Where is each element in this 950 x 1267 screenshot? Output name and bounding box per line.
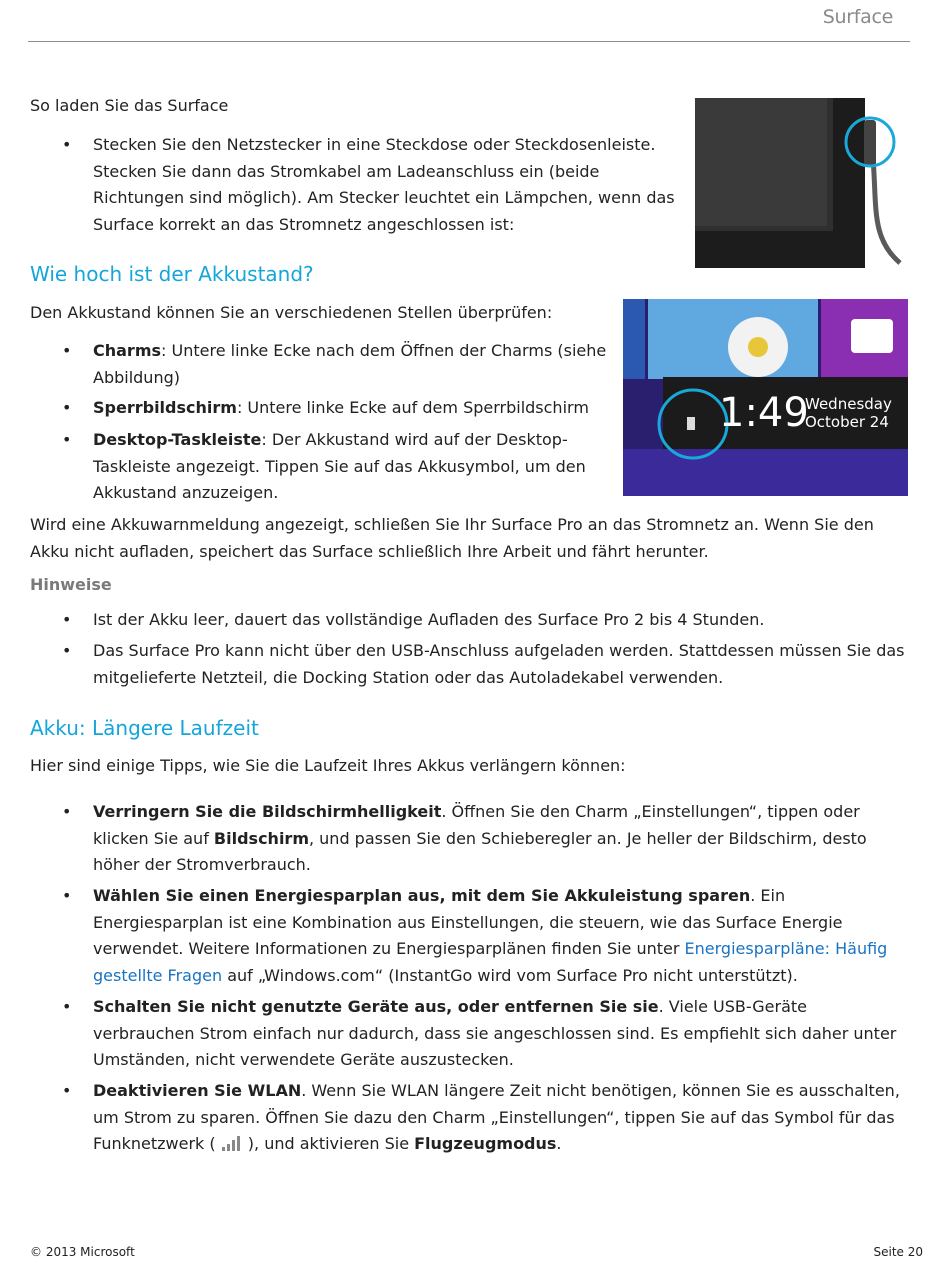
- tip-bold: Wählen Sie einen Energiesparplan aus, mit dem Sie Akkuleistung sparen: [93, 886, 751, 905]
- item-text: : Untere linke Ecke nach dem Öffnen der Charms (siehe Abbildung): [93, 341, 607, 387]
- heading-battery-runtime: Akku: Längere Laufzeit: [30, 716, 259, 740]
- bullet-dot: •: [62, 1081, 72, 1100]
- tip-text: . Viele USB-Geräte verbrauchen Strom einfach nur dadurch, dass sie angeschlossen sind. Es empfiehlt sich daher unter Umständen, nicht verwendete Geräte auszustecken.: [93, 997, 897, 1069]
- note-item: Ist der Akku leer, dauert das vollständige Aufladen des Surface Pro 2 bis 4 Stunden.: [93, 610, 765, 629]
- bullet-dot: •: [62, 886, 72, 905]
- tip-item: [93, 1078, 913, 1158]
- bullet-dot: •: [62, 135, 72, 154]
- charge-bullet-text: Stecken Sie den Netzstecker in eine Steckdose oder Steckdosenleiste. Stecken Sie dann das Stromkabel am Ladeanschluss ein (beide Richtungen sind möglich). Am Stecker leuchtet ein Lämpchen, wenn das Surface korrekt an das Stromnetz angeschlossen ist:: [93, 135, 675, 234]
- runtime-intro: Hier sind einige Tipps, wie Sie die Laufzeit Ihres Akkus verlängern können:: [30, 756, 626, 775]
- header-brand: Surface: [822, 6, 893, 28]
- charger-photo: [695, 98, 907, 268]
- bullet-dot: •: [62, 610, 72, 629]
- tip-item: [93, 799, 913, 879]
- list-item: [93, 338, 613, 391]
- footer-copyright: © 2013 Microsoft: [30, 1245, 135, 1259]
- notes-title: Hinweise: [30, 575, 112, 594]
- battery-level-intro: Den Akkustand können Sie an verschiedenen Stellen überprüfen:: [30, 303, 553, 322]
- bullet-dot: •: [62, 430, 72, 449]
- lockscreen-photo: [623, 299, 908, 496]
- item-text: : Untere linke Ecke auf dem Sperrbildschirm: [236, 398, 589, 417]
- item-text: : Der Akkustand wird auf der Desktop-Taskleiste angezeigt. Tippen Sie auf das Akkusymbol, um den Akkustand anzuzeigen.: [93, 430, 586, 502]
- tip-text: . Wenn Sie WLAN längere Zeit nicht benötigen, können Sie es ausschalten, um Strom zu sparen. Öffnen Sie dazu den Charm „Einstellungen“, tippen Sie auf das Symbol für das Funknetzwerk (: [93, 1081, 900, 1153]
- bullet-dot: •: [62, 997, 72, 1016]
- bullet-dot: •: [62, 341, 72, 360]
- battery-warning: Wird eine Akkuwarnmeldung angezeigt, schließen Sie Ihr Surface Pro an das Stromnetz an. Wenn Sie den Akku nicht aufladen, speichert das Surface schließlich Ihre Arbeit und fährt herunter.: [30, 515, 874, 561]
- lock-date: October 24: [805, 413, 889, 431]
- lock-time: 1:49: [719, 390, 809, 436]
- footer-page-number: Seite 20: [873, 1245, 923, 1259]
- bullet-dot: •: [62, 398, 72, 417]
- lock-day: Wednesday: [805, 395, 892, 413]
- heading-battery-level: Wie hoch ist der Akkustand?: [30, 262, 314, 286]
- tip-item: [93, 883, 913, 989]
- tip-bold: Schalten Sie nicht genutzte Geräte aus, oder entfernen Sie sie: [93, 997, 659, 1016]
- bullet-dot: •: [62, 641, 72, 660]
- tip-bold: Deaktivieren Sie WLAN: [93, 1081, 302, 1100]
- power-plans-faq-link[interactable]: Energiesparpläne: Häufig gestellte Fragen: [93, 939, 888, 985]
- header-divider: [28, 41, 910, 42]
- item-bold: Charms: [93, 341, 162, 360]
- item-bold: Sperrbildschirm: [93, 398, 237, 417]
- tip-text: . Öffnen Sie den Charm „Einstellungen“, tippen oder klicken Sie auf: [93, 802, 860, 848]
- tip-text: ), und aktivieren Sie: [242, 1134, 415, 1153]
- list-item: [93, 395, 613, 422]
- wifi-signal-icon: [221, 1135, 243, 1151]
- note-item: Das Surface Pro kann nicht über den USB-Anschluss aufgeladen werden. Stattdessen müssen Sie das mitgelieferte Netzteil, die Docking Station oder das Autoladekabel verwenden.: [93, 641, 905, 687]
- list-item: [93, 427, 593, 507]
- item-bold: Desktop-Taskleiste: [93, 430, 262, 449]
- tip-text: .: [556, 1134, 562, 1153]
- tip-bold: Bildschirm: [213, 828, 309, 848]
- tip-text: auf „Windows.com“ (InstantGo wird vom Surface Pro nicht unterstützt).: [222, 965, 798, 985]
- tip-bold: Verringern Sie die Bildschirmhelligkeit: [93, 802, 442, 821]
- tip-bold: Flugzeugmodus: [414, 1134, 557, 1153]
- tip-item: [93, 994, 913, 1074]
- bullet-dot: •: [62, 802, 72, 821]
- charge-title: So laden Sie das Surface: [30, 96, 229, 115]
- tip-text: . Ein Energiesparplan ist eine Kombination aus Einstellungen, die steuern, wie das Surface Energie verwendet. Weitere Informationen zu Energiesparplänen finden Sie unter: [93, 886, 843, 958]
- tip-text: , und passen Sie den Schieberegler an. Je heller der Bildschirm, desto höher der Stromverbrauch.: [93, 828, 867, 874]
